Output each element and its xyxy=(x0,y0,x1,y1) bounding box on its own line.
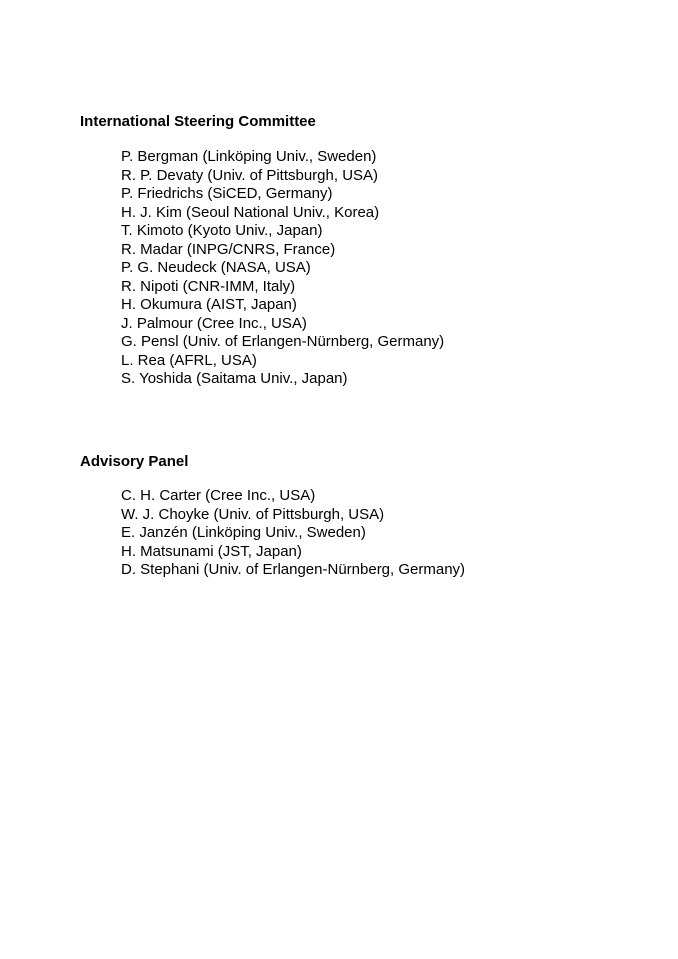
steering-committee-list xyxy=(80,148,660,389)
list-item: L. Rea (AFRL, USA) xyxy=(121,351,257,369)
list-item: D. Stephani (Univ. of Erlangen-Nürnberg, Germany) xyxy=(121,561,466,578)
list-item: P. G. Neudeck (NASA, USA) xyxy=(121,259,311,276)
list-item: P. Bergman (Linköping Univ., Sweden) xyxy=(121,148,377,165)
list-item: R. P. Devaty (Univ. of Pittsburgh, USA) xyxy=(121,166,379,184)
list-item: H. Matsunami (JST, Japan) xyxy=(121,542,302,560)
steering-committee-title: International Steering Committee xyxy=(80,113,316,130)
advisory-panel-title: Advisory Panel xyxy=(80,453,189,470)
list-item: P. Friedrichs (SiCED, Germany) xyxy=(121,185,333,202)
list-item: H. Okumura (AIST, Japan) xyxy=(121,296,297,313)
list-item: G. Pensl (Univ. of Erlangen-Nürnberg, Germany) xyxy=(121,333,445,350)
steering-committee-section xyxy=(80,113,660,389)
list-item: C. H. Carter (Cree Inc., USA) xyxy=(121,487,316,504)
list-item: R. Nipoti (CNR-IMM, Italy) xyxy=(121,277,296,295)
advisory-panel-list xyxy=(80,487,660,580)
list-item: S. Yoshida (Saitama Univ., Japan) xyxy=(121,370,348,387)
list-item: H. J. Kim (Seoul National Univ., Korea) xyxy=(121,203,380,221)
list-item: T. Kimoto (Kyoto Univ., Japan) xyxy=(121,222,323,239)
list-item: E. Janzén (Linköping Univ., Sweden) xyxy=(121,524,366,541)
advisory-panel-section xyxy=(80,453,660,580)
list-item: J. Palmour (Cree Inc., USA) xyxy=(121,314,307,332)
list-item: W. J. Choyke (Univ. of Pittsburgh, USA) xyxy=(121,505,385,523)
list-item: R. Madar (INPG/CNRS, France) xyxy=(121,240,336,258)
